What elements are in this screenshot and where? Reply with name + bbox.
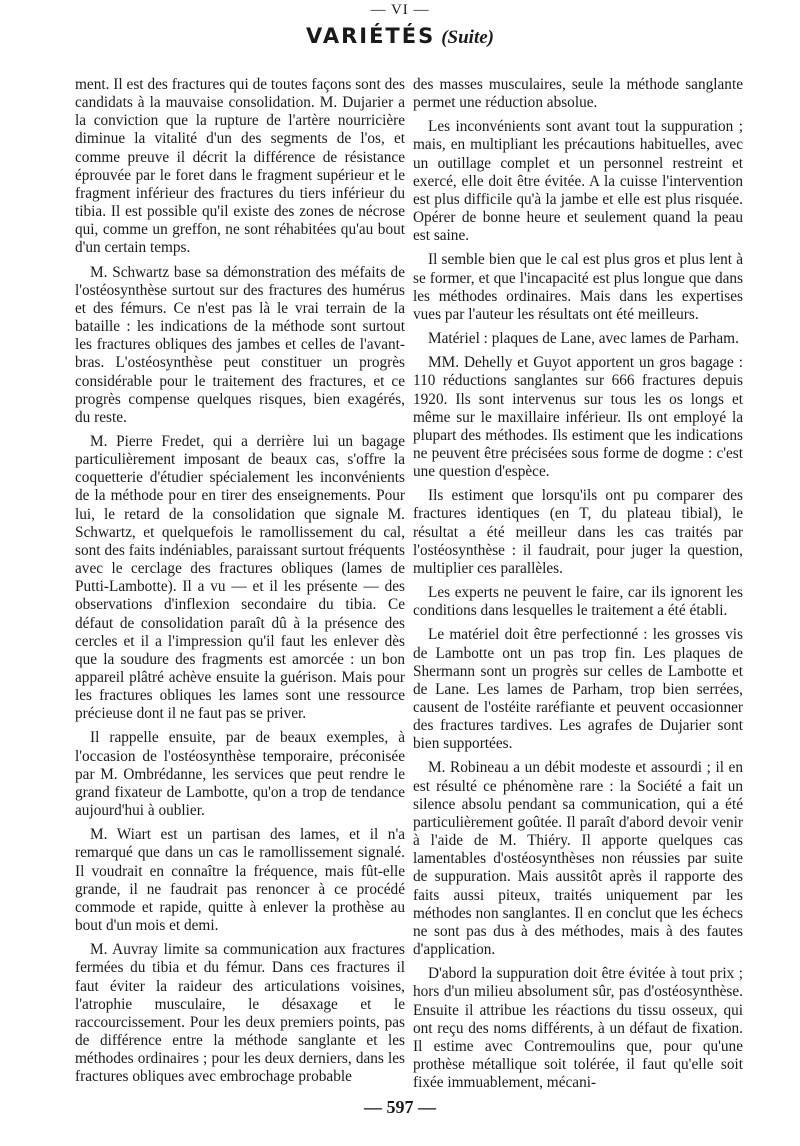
paragraph: Les inconvénients sont avant tout la suppuration ; mais, en multipliant les précautions habituelles, avec un outillage complet et un personnel restreint et exercé, elle doit être évitée. A la cuisse l'intervention est plus difficile qu'à la jambe et elle est plus risquée. Opérer de bonne heure et seulement quand la peau est saine. xyxy=(413,118,743,245)
page-number: — 597 — xyxy=(364,1097,436,1117)
paragraph: Il rappelle ensuite, par de beaux exemples, à l'occasion de l'ostéosynthèse temporaire, préconisée par M. Ombrédanne, les services que peut rendre le grand fixateur de Lambotte, qu'on a trop de tendance aujourd'hui à oublier. xyxy=(75,729,405,820)
title-suite: (Suite) xyxy=(441,27,494,48)
page-roman-numeral: — VI — xyxy=(370,2,430,18)
title-varietes: VARIÉTÉS xyxy=(306,24,436,48)
paragraph: Il semble bien que le cal est plus gros et plus lent à se former, et que l'incapacité est plus longue que dans les méthodes ordinaires. Mais dans les expertises vues par l'auteur les résultats ont été meilleurs. xyxy=(413,251,743,323)
left-column xyxy=(75,76,405,1086)
paragraph: MM. Dehelly et Guyot apportent un gros bagage : 110 réductions sanglantes sur 666 fractures depuis 1920. Ils sont intervenus sur tous les os longs et même sur le maxillaire inférieur. Ils ont employé la plupart des méthodes. Ils estiment que les indications ne peuvent être précisées sous forme de dogme : c'est une question d'espèce. xyxy=(413,354,743,481)
paragraph: M. Robineau a un débit modeste et assourdi ; il en est résulté ce phénomène rare : la Société a fait un silence absolu pendant sa communication, qui a été particulièrement goûtée. Il paraît d'abord devoir venir à l'aide de M. Thiéry. Il apporte quelques cas lamentables d'ostéosynthèses non réussies par suite de suppuration. Mais aussitôt après il rapporte des faits aussi piteux, traités uniquement par les méthodes non sanglantes. Il en conclut que les échecs ne sont pas dus à des méthodes, mais à des fautes d'application. xyxy=(413,759,743,959)
paragraph: Matériel : plaques de Lane, avec lames de Parham. xyxy=(428,330,739,348)
paragraph: D'abord la suppuration doit être évitée à tout prix ; hors d'un milieu absolument sûr, pas d'ostéosynthèse. Ensuite il attribue les réactions du tissu osseux, qui ont reçu des noms différents, à un défaut de fixation. Il estime avec Contremoulins que, pour qu'une prothèse métallique soit tolérée, il faut qu'elle soit fixée immuablement, mécani- xyxy=(413,965,743,1092)
paragraph: ment. Il est des fractures qui de toutes façons sont des candidats à la mauvaise consolidation. M. Dujarier a la conviction que la rupture de l'artère nourricière diminue la vitalité d'un des segments de l'os, et comme preuve il décrit la différence de résistance éprouvée par le foret dans le fragment supérieur et le fragment inférieur des fractures du tiers inférieur du tibia. Il est possible qu'il existe des zones de nécrose qui, comme un greffon, ne sont réhabitées qu'au bout d'un certain temps. xyxy=(75,76,405,257)
paragraph: M. Auvray limite sa communication aux fractures fermées du tibia et du fémur. Dans ces fractures il faut éviter la raideur des articulations voisines, l'atrophie musculaire, le désaxage et le raccourcissement. Pour les deux premiers points, pas de différence entre la méthode sanglante et les méthodes ordinaires ; pour les deux derniers, dans les fractures obliques avec embrochage probable xyxy=(75,941,405,1086)
paragraph: Ils estiment que lorsqu'ils ont pu comparer des fractures identiques (en T, du plateau tibial), le résultat a été meilleur dans les cas traités par l'ostéosynthèse : il faudrait, pour juger la question, multiplier ces parallèles. xyxy=(413,487,743,577)
paragraph: Les experts ne peuvent le faire, car ils ignorent les conditions dans lesquelles le traitement a été établi. xyxy=(413,584,743,620)
paragraph: M. Wiart est un partisan des lames, et il n'a remarqué que dans un cas le ramollissement signalé. Il voudrait en connaître la fréquence, mais fût-elle grande, il ne faudrait pas renoncer à ce procédé commode et rapide, quitte à enlever la prothèse au bout d'un mois et demi. xyxy=(75,826,405,935)
right-column xyxy=(413,76,743,1092)
paragraph: M. Pierre Fredet, qui a derrière lui un bagage particulièrement imposant de beaux cas, s'offre la coquetterie d'étudier spécialement les inconvénients de la méthode pour en tirer des enseignements. Pour lui, le retard de la consolidation que signale M. Schwartz, et quelquefois le ramollissement du cal, sont des faits indéniables, paraissant surtout fréquents avec le cerclage des fractures obliques (lames de Putti-Lambotte). Il a vu — et il les présente — des observations d'inflexion secondaire du tibia. Ce défaut de consolidation paraît dû à la présence des cercles et il a l'impression qu'il faut les enlever dès que la soudure des fragments est amorcée : un bon appareil plâtré achève ensuite la guérison. Mais pour les fractures obliques les lames sont une ressource précieuse dont il ne faut pas se priver. xyxy=(75,432,405,723)
paragraph: M. Schwartz base sa démonstration des méfaits de l'ostéosynthèse surtout sur des fractures des humérus et des fémurs. Ce n'est pas là le vrai terrain de la bataille : les indications de la méthode sont surtout les fractures obliques des jambes et celles de l'avant-bras. L'ostéosynthèse peut constituer un progrès considérable pour le traitement des fractures, et ce progrès compense quelques risques, bien exagérés, du reste. xyxy=(75,263,405,426)
paragraph: Le matériel doit être perfectionné : les grosses vis de Lambotte ont un pas trop fin. Les plaques de Shermann sont un progrès sur celles de Lambotte et de Lane. Les lames de Parham, trop bien serrées, causent de l'ostéite raréfiante et peuvent occasionner des fractures tardives. Les agrafes de Dujarier sont bien supportées. xyxy=(413,626,743,753)
paragraph: des masses musculaires, seule la méthode sanglante permet une réduction absolue. xyxy=(413,76,743,112)
section-title xyxy=(0,24,800,49)
